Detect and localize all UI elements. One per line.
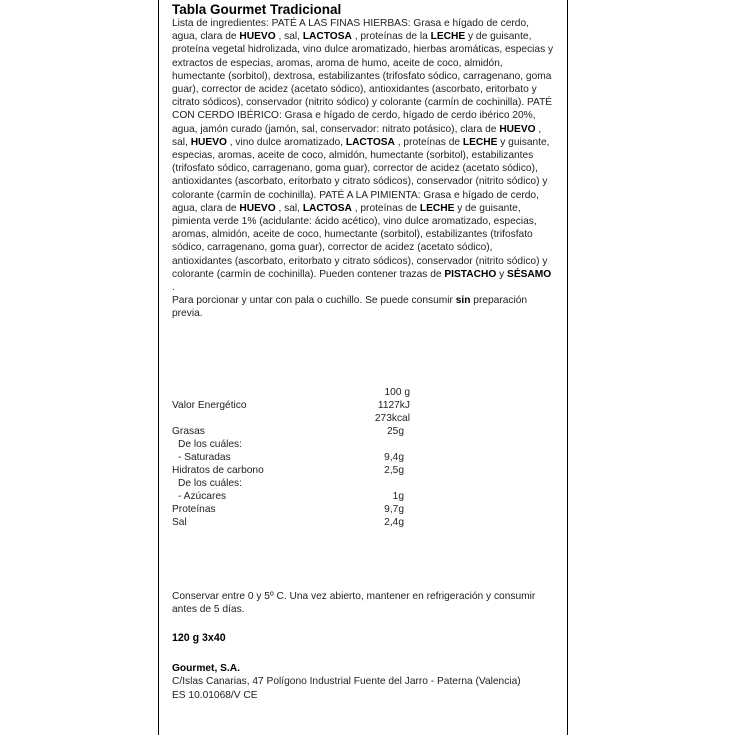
allergen-highlight: LACTOSA [345,136,395,148]
allergen-highlight: HUEVO [190,136,227,148]
product-title: Tabla Gourmet Tradicional [172,2,342,17]
sugars-label: - Azúcares [178,491,227,502]
energy-kj: 1127kJ [377,400,410,411]
ingredient-text: y de guisante, proteína vegetal hidrolizada, vino dulce aromatizado, hierbas aromáticas, especias y extractos de especias, aromas, aroma de humo, aceite de coco, almidón, humectante (sorbitol), dextrosa, estabilizantes (trifosfato sódico, carragenano, goma guar), corrector de acidez (acetato sódico), antioxidantes (ascorbato, eritorbato y citrato sódicos), conservador (nitrito sódico) y colorante (carmín de cochinilla). PATÉ CON CERDO IBÉRICO: Grasa e hígado de cerdo, hígado de cerdo ibérico 20%, agua, jamón curado (jamón, sal, conservador: nitrato potásico), clara de [172,31,554,135]
energy-label: Valor Energético [172,400,247,411]
company-name: Gourmet, S.A. [172,663,240,674]
allergen-highlight: LACTOSA [302,31,352,43]
ingredient-text: , proteínas de la [351,31,431,43]
carbs-of-which: De los cuáles: [178,478,242,489]
protein-label: Proteínas [172,504,216,515]
ingredient-text: , sal, [275,31,303,43]
ingredient-text: . [172,282,175,294]
fat-of-which: De los cuáles: [178,439,242,450]
energy-kcal: 273kcal [374,413,410,424]
company-address: C/Islas Canarias, 47 Polígono Industrial Fuente del Jarro - Paterna (Valencia) [172,676,521,688]
saturated-value: 9,4g [384,452,404,463]
usage-bold-word: sin [455,295,471,306]
ingredient-text: , sal, [172,123,542,148]
sugars-value: 1g [392,491,404,502]
ingredient-text: y guisante, especias, aromas, aceite de coco, almidón, humectante (sorbitol), estabilizantes (trifosfato sódico, carragenano, goma guar), corrector de acidez (acetato sódico), antioxidantes (ascorbato, eritorbato y citrato sódicos), conservador (nitrito sódico) y colorante (carmín de cochinilla). PATÉ A LA PIMIENTA: Grasa e hígado de cerdo, agua, clara de [172,136,550,214]
carbs-label: Hidratos de carbono [172,465,264,476]
storage-instructions: Conservar entre 0 y 5º C. Una vez abierto, mantener en refrigeración y consumir antes de 5 días. [172,591,536,616]
salt-value: 2,4g [384,517,404,528]
ingredient-text: Lista de ingredientes: PATÉ A LAS FINAS HIERBAS: Grasa e hígado de cerdo, agua, clara de [172,18,529,43]
allergen-highlight: HUEVO [499,123,536,135]
usage-text-2: preparación previa. [172,295,528,320]
saturated-label: - Saturadas [178,452,231,463]
fat-label: Grasas [172,426,205,437]
allergen-highlight: LECHE [430,31,466,43]
ingredient-text: y de guisante, pimienta verde 1% (acidulante: ácido acético), vino dulce aromatizado, especias, aromas, almidón, aceite de coco, humectante (sorbitol), estabilizantes (trifosfato sódico, carragenano, goma guar), corrector de acidez (acetato sódico), antioxidantes (ascorbato, eritorbato y citrato sódicos), conservador (nitrito sódico) y colorante (carmín de cochinilla). Pueden contener trazas de [172,202,548,280]
ingredient-text: , vino dulce aromatizado, [226,136,346,148]
nutrition-header: 100 g [384,387,410,398]
salt-label: Sal [172,517,187,528]
net-weight: 120 g 3x40 [172,632,226,644]
ingredient-text: y [496,268,508,280]
usage-text: Para porcionar y untar con pala o cuchillo. Se puede consumir [172,295,456,306]
allergen-highlight: LECHE [419,202,455,214]
carbs-value: 2,5g [384,465,404,476]
ingredients-list [172,17,554,294]
company-info [172,662,521,702]
company-registry: ES 10.01068/V CE [172,689,258,701]
allergen-highlight: PISTACHO [444,268,497,280]
protein-value: 9,7g [384,504,404,515]
allergen-highlight: LACTOSA [302,202,352,214]
ingredient-text: , proteínas de [394,136,463,148]
allergen-highlight: HUEVO [239,31,276,43]
allergen-highlight: SÉSAMO [507,268,552,280]
ingredient-text: , sal, [275,202,303,214]
allergen-highlight: HUEVO [239,202,276,214]
allergen-highlight: LECHE [462,136,498,148]
fat-value: 25g [387,426,404,437]
ingredient-text: , proteínas de [351,202,420,214]
usage-instructions [172,294,552,320]
